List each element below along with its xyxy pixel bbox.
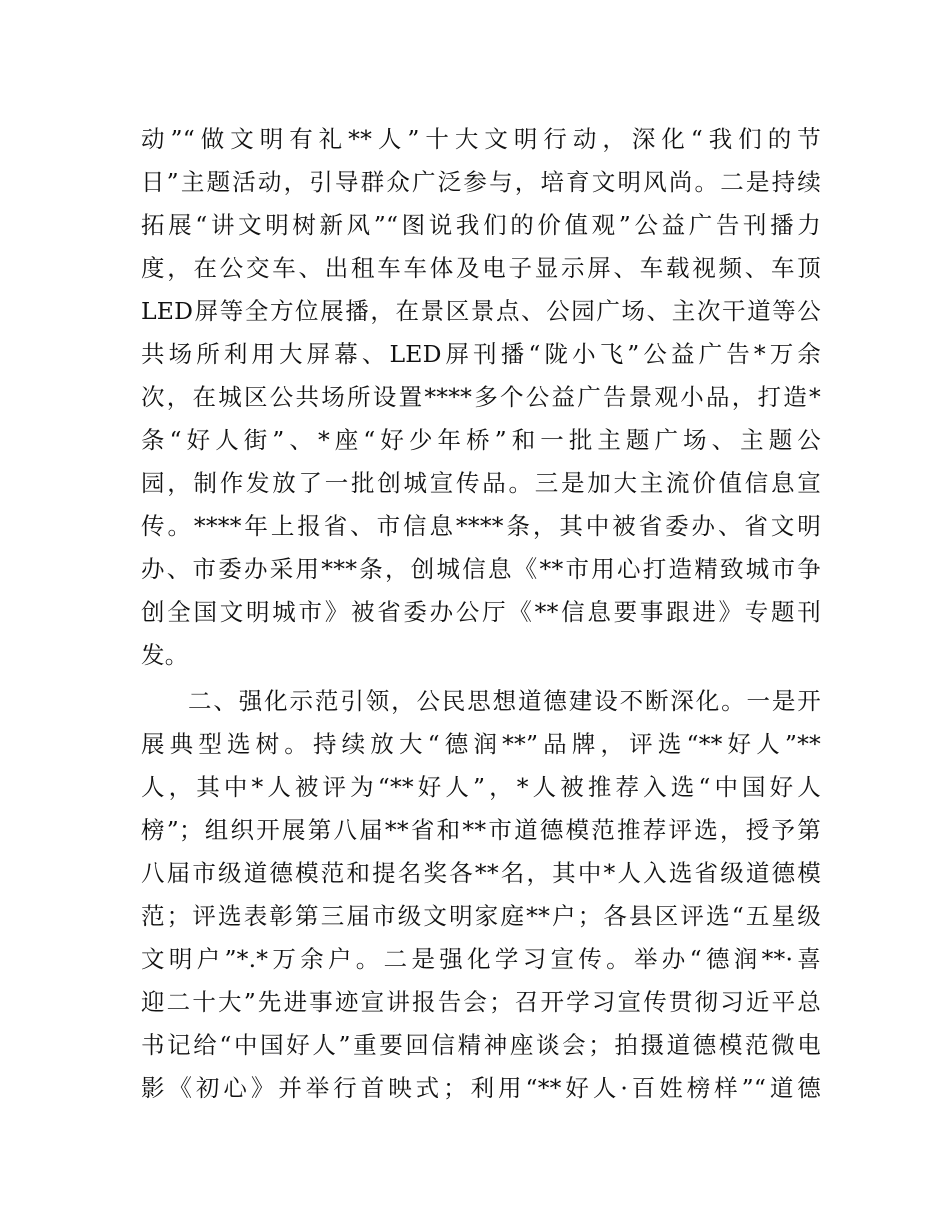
text-line: 创全国文明城市》被省委办公厅《**信息要事跟进》专题刊: [141, 598, 821, 626]
text-line: 八届市级道德模范和提名奖各**名，其中*人入选省级道德模: [141, 859, 821, 887]
text-line: 展典型选树。持续放大“德润**”品牌，评选“**好人”**: [141, 730, 821, 758]
text-line: 日”主题活动，引导群众广泛参与，培育文明风尚。二是持续: [141, 168, 821, 196]
text-line: 文明户”*.*万余户。二是强化学习宣传。举办“德润**·喜: [141, 945, 821, 973]
text-line: 传。****年上报省、市信息****条，其中被省委办、省文明: [141, 512, 821, 540]
text-line: 榜”；组织开展第八届**省和**市道德模范推荐评选，授予第: [141, 816, 821, 844]
text-line: 发。: [141, 641, 189, 669]
text-line: LED屏等全方位展播，在景区景点、公园广场、主次干道等公: [141, 297, 821, 325]
text-line: 影《初心》并举行首映式；利用“**好人·百姓榜样”“道德: [141, 1074, 821, 1102]
text-line: 园，制作发放了一批创城宣传品。三是加大主流价值信息宣: [141, 469, 821, 497]
text-line: 办、市委办采用***条，创城信息《**市用心打造精致城市争: [141, 555, 821, 583]
text-line: 迎二十大”先进事迹宣讲报告会；召开学习宣传贯彻习近平总: [141, 988, 821, 1016]
text-line: 度，在公交车、出租车车体及电子显示屏、车载视频、车顶: [141, 254, 821, 282]
text-line: 拓展“讲文明树新风”“图说我们的价值观”公益广告刊播力: [141, 211, 821, 239]
text-line: 书记给“中国好人”重要回信精神座谈会；拍摄道德模范微电: [141, 1031, 821, 1059]
text-line: 动”“做文明有礼**人”十大文明行动，深化“我们的节: [141, 125, 821, 153]
text-line: 范；评选表彰第三届市级文明家庭**户；各县区评选“五星级: [141, 902, 821, 930]
text-line: 条“好人街”、*座“好少年桥”和一批主题广场、主题公: [141, 426, 821, 454]
text-line: 次，在城区公共场所设置****多个公益广告景观小品，打造*: [141, 383, 821, 411]
paragraph-heading-line: 二、强化示范引领，公民思想道德建设不断深化。一是开: [188, 687, 821, 715]
text-line: 共场所利用大屏幕、LED屏刊播“陇小飞”公益广告*万余: [141, 340, 821, 368]
text-line: 人，其中*人被评为“**好人”，*人被推荐入选“中国好人: [141, 773, 821, 801]
